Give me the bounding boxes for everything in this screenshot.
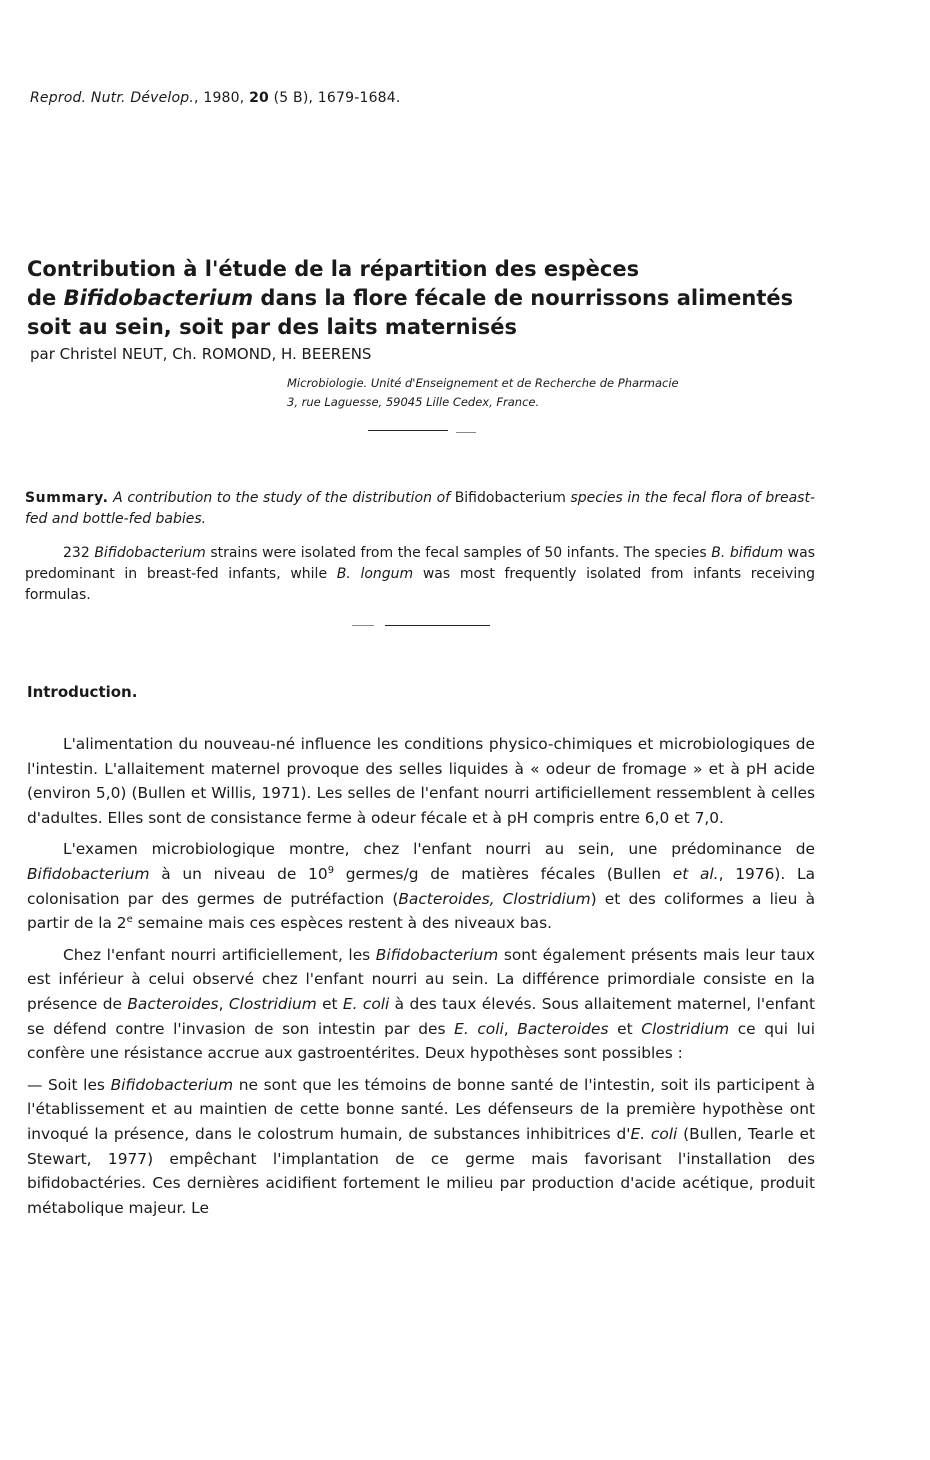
summary-text: 232 Bifidobacterium strains were isolated from the fecal samples of 50 infants. The species B. bifidum was predominant in breast-fed infants, while B. longum was most frequently isolated from infants receiving formulas. [25,545,815,603]
journal-volume: 20 [249,90,269,106]
paragraph-3: Chez l'enfant nourri artificiellement, les Bifidobacterium sont également présents mais leur taux est inférieur à celui observé chez l'enfant nourri au sein. La différence primordiale consiste en la présence de Bacteroides, Clostridium et E. coli à des taux élevés. Sous allaitement maternel, l'enfant se défend contre l'invasion de son intestin par des E. coli, Bacteroides et Clostridium ce qui lui confère une résistance accrue aux gastroentérites. Deux hypothèses sont possibles : [27,945,815,1063]
article-title [27,255,827,342]
title-line-3: soit au sein, soit par des laits maternisés [27,315,518,339]
separator-rule [368,430,448,431]
journal-year: , 1980, [194,90,250,106]
affiliation-line-1: Microbiologie. Unité d'Enseignement et de Recherche de Pharmacie [287,376,679,390]
affiliation [287,374,679,412]
journal-issue-pages: (5 B), 1679-1684. [268,90,401,106]
title-line-2: de Bifidobacterium dans la flore fécale de nourrissons alimentés [27,286,794,310]
paragraph-1: L'alimentation du nouveau-né influence les conditions physico-chimiques et microbiologiques de l'intestin. L'allaitement maternel provoque des selles liquides à « odeur de fromage » et à pH acide (environ 5,0) (Bullen et Willis, 1971). Les selles de l'enfant nourri artificiellement ressemblent à celles d'adultes. Elles sont de consistance ferme à odeur fécale et à pH compris entre 6,0 et 7,0. [27,735,815,827]
journal-citation [30,90,401,106]
summary-title: Summary. A contribution to the study of the distribution of Bifidobacterium species in the fecal flora of breast-fed and bottle-fed babies. [25,490,815,527]
title-line-1: Contribution à l'étude de la répartition des espèces [27,257,640,281]
section-heading-introduction: Introduction. [27,683,138,701]
authors: par Christel NEUT, Ch. ROMOND, H. BEERENS [30,345,372,363]
introduction-body [27,732,815,1227]
affiliation-line-2: 3, rue Laguesse, 59045 Lille Cedex, France. [287,395,540,409]
separator-rule-2b [385,625,490,626]
journal-abbrev: Reprod. Nutr. Dévelop. [30,90,195,106]
separator-rule-short [456,432,476,433]
separator-rule-2a [352,625,374,626]
summary [25,488,815,606]
paragraph-4: — Soit les Bifidobacterium ne sont que les témoins de bonne santé de l'intestin, soit ils participent à l'établissement et au maintien de cette bonne santé. Les défenseurs de la première hypothèse ont invoqué la présence, dans le colostrum humain, de substances inhibitrices d'E. coli (Bullen, Tearle et Stewart, 1977) empêchant l'implantation de ce germe mais favorisant l'installation des bifidobactéries. Ces dernières acidifient fortement le milieu par production d'acide acétique, produit métabolique majeur. Le [27,1075,815,1217]
paragraph-2: L'examen microbiologique montre, chez l'enfant nourri au sein, une prédominance de Bifidobacterium à un niveau de $10^9$ germes/g de matières fécales (Bullen et al., 1976). La colonisation par des germes de putréfaction (Bacteroides, Clostridium) et des coliformes a lieu à partir de la 2e semaine mais ces espèces restent à des niveaux bas. [27,840,815,933]
